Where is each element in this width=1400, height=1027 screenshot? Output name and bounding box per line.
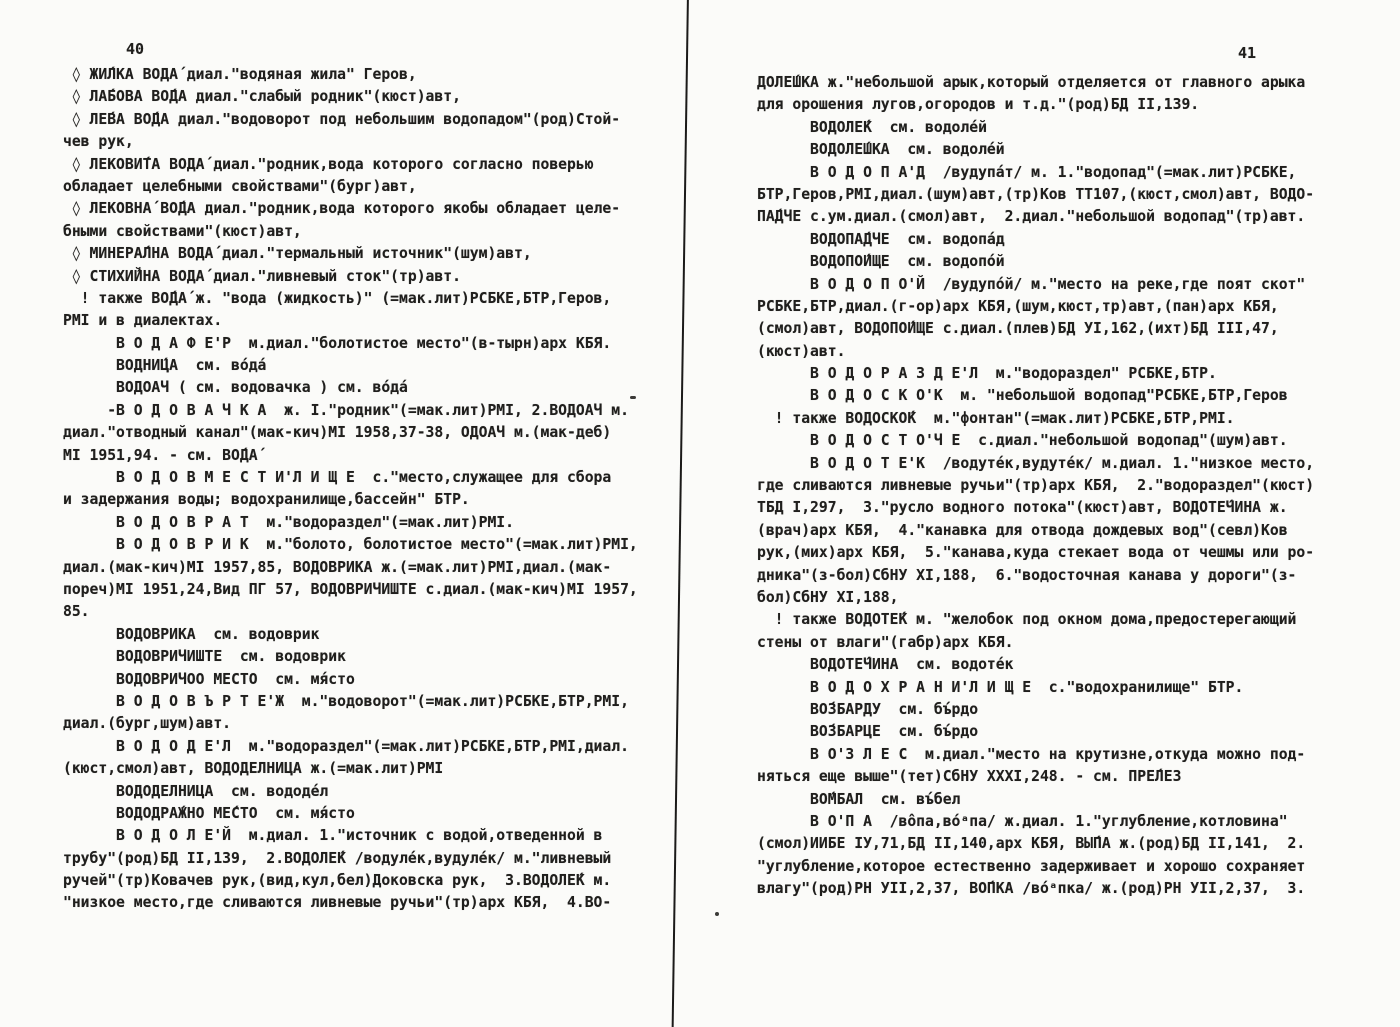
text-line: ПА́ДЧЕ с.ум.диал.(смол)авт, 2.диал."небольшой водопад"(тр)авт. — [757, 208, 1306, 226]
text-line: ! также ВО́ДА́ ж. "вода (жидкость)" (=мак.лит)РСБКЕ,БТР,Геров, — [63, 289, 612, 307]
text-line: (смол)ИИБЕ IУ,71,БД II,140,арх КБЯ, ВЫ́ПА ж.(род)БД II,141, 2. — [757, 835, 1306, 853]
text-line: (кюст,смол)авт, ВОДОДЕЛНИЦА ж.(=мак.лит)РМI — [63, 760, 444, 778]
text-line: диал.(бург,шум)авт. — [63, 715, 232, 733]
text-line: ВОДНИ́ЦА см. во́да́ — [63, 357, 267, 375]
text-line: В О Д О Р А З Д Е'Л м."водораздел" РСБКЕ,БТР. — [757, 365, 1217, 383]
text-line: -В О Д О В А Ч К А ж. I."родник"(=мак.лит)РМI, 2.ВОДОАЧ м. — [63, 401, 629, 419]
text-line: ◊ СТИХИ́ЙНА ВОДА́ диал."ливневый сток"(тр)авт. — [63, 267, 461, 285]
text-line: (кюст)авт. — [757, 342, 846, 360]
text-line: В О Д О Д Е'Л м."водораздел"(=мак.лит)РСБКЕ,БТР,РМI,диал. — [63, 737, 629, 755]
text-line: бными свойствами"(кюст)авт, — [63, 222, 302, 240]
text-line: В О Д О В М Е С Т И'Л И Щ Е с."место,служащее для сбора — [63, 469, 612, 487]
text-line: и задержания воды; водохранилище,бассейн" БТР. — [63, 491, 470, 509]
text-line: В О Д О С Т О'Ч Е с.диал."небольшой водопад"(шум)авт. — [757, 432, 1288, 450]
text-line: РМI и в диалектах. — [63, 312, 223, 330]
text-line: (врач)арх КБЯ, 4."канавка для отвода дождевых вод"(севл)Ков — [757, 521, 1288, 539]
text-line: В О Д О П О'Й /вудупо́й/ м."место на реке,где поят скот" — [757, 275, 1306, 293]
text-line: РСБКЕ,БТР,диал.(г-ор)арх КБЯ,(шум,кюст,тр)авт,(пан)арх КБЯ, — [757, 297, 1279, 315]
ink-speck — [715, 912, 719, 916]
text-line: ВО́МБАЛ см. въ́бел — [757, 790, 961, 808]
text-line: влагу"(род)РН УII,2,37, ВО́ПКА /во́ᵃпка/ ж.(род)РН УII,2,37, 3. — [757, 880, 1306, 898]
text-line: ВОДОТЕ́ЧИНА см. водоте́к — [757, 656, 1014, 674]
text-line: где сливаются ливневые ручьи"(тр)арх КБЯ, 2."водораздел"(кюст) — [757, 477, 1315, 495]
text-line: ручей"(тр)Ковачев рук,(вид,кул,бел)Доковска рук, 3.ВОДОЛЕ́К м. — [63, 872, 612, 890]
page-number-left: 40 — [126, 40, 145, 58]
text-line: В О'П А /во̂па,во́ᵃпа/ ж.диал. 1."углубление,котловина" — [757, 812, 1288, 830]
text-line: стены от влаги"(габр)арх КБЯ. — [757, 633, 1014, 651]
text-line: ◊ ЛЕ́ВА ВО́ДА диал."водоворот под небольшим водопадом"(род)Стой- — [63, 110, 621, 128]
text-line: В О Д А Ф Е'Р м.диал."болотистое место"(в-тырн)арх КБЯ. — [63, 334, 612, 352]
text-line: БТР,Геров,РМI,диал.(шум)авт,(тр)Ков ТТ107,(кюст,смол)авт, ВОДО- — [757, 185, 1315, 203]
page-number-right: 41 — [1238, 44, 1257, 62]
text-line: ◊ ЖИ́ЛКА ВОДА́ диал."водяная жила" Геров, — [63, 66, 417, 83]
text-line: В О Д О Х Р А Н И'Л И Щ Е с."водохранилище" БТР. — [757, 678, 1244, 696]
text-line: ДОЛЕ́ШКА ж."небольшой арык,который отделяется от главного арыка — [757, 74, 1306, 91]
text-line: бол)СбНУ XI,188, — [757, 588, 899, 606]
text-line: "низкое место,где сливаются ливневые ручьи"(тр)арх КБЯ, 4.ВО- — [63, 894, 612, 912]
page-right-text-column — [757, 72, 1314, 900]
text-line: ВОДОЛЕ́ШКА см. водоле́й — [757, 141, 1005, 159]
text-line: ВОДОПО́ИЩЕ см. водопо́й — [757, 253, 1005, 271]
text-line: 85. — [63, 603, 90, 621]
text-line: трубу"(род)БД II,139, 2.ВОДОЛЕ́К /водуле́к,вудуле́к/ м."ливневый — [63, 849, 612, 867]
text-line: ◊ ЛЕКОВНА́ ВО́ДА диал."родник,вода которого якобы обладает целе- — [63, 200, 621, 218]
page-gutter-line — [671, 0, 689, 1027]
text-line: ◊ ЛЕКОВИ́ТА ВОДА́ диал."родник,вода которого согласно поверью — [63, 155, 594, 173]
text-line: ТБД I,297, 3."русло водного потока"(кюст)авт, ВОДОТЕ́ЧИНА ж. — [757, 499, 1288, 517]
text-line: "углубление,которое естественно задерживает и хорошо сохраняет — [757, 857, 1306, 875]
text-line: ! также ВОДОТЕ́К м. "желобок под окном дома,предостерегающий — [757, 611, 1297, 629]
text-line: ВО́ЗБАРДУ см. бъ́рдо — [757, 700, 979, 718]
text-line: ВОДОВРИЧИШТЕ см. водоврик — [63, 648, 346, 666]
text-line: обладает целебными свойствами"(бург)авт, — [63, 177, 417, 195]
text-line: ◊ ЛА́БОВА ВО́ДА диал."слабый родник"(кюст)авт, — [63, 88, 461, 106]
text-line: дника"(з-бол)СбНУ XI,188, 6."водосточная канава у дороги"(з- — [757, 566, 1297, 584]
text-line: В О Д О С К О'К м. "небольшой водопад"РСБКЕ,БТР,Геров — [757, 387, 1288, 405]
text-line: пореч)МI 1951,24,Вид ПГ 57, ВОДОВРИЧИШТЕ с.диал.(мак-кич)МI 1957, — [63, 580, 638, 598]
text-line: (смол)авт, ВОДОПО́ИЩЕ с.диал.(плев)БД УI,162,(ихт)БД III,47, — [757, 320, 1279, 338]
text-line: ВОДОДРА́ЖНО МЕ́СТО см. мя́сто — [63, 804, 355, 822]
text-line: для орошения лугов,огородов и т.д."(род)БД II,139. — [757, 96, 1200, 114]
text-line: В О Д О В Ъ Р Т Е'Ж м."водоворот"(=мак.лит)РСБКЕ,БТР,РМI, — [63, 692, 629, 710]
text-line: диал.(мак-кич)МI 1957,85, ВОДОВРИКА ж.(=мак.лит)РМI,диал.(мак- — [63, 558, 612, 576]
text-line: ! также ВОДОСКО́К м."фонтан"(=мак.лит)РСБКЕ,БТР,РМI. — [757, 409, 1235, 427]
text-line: В О'З Л Е С м.диал."место на крутизне,откуда можно под- — [757, 745, 1306, 763]
text-line: рук,(мих)арх КБЯ, 5."канава,куда стекает вода от чешмы или ро- — [757, 544, 1315, 562]
text-line: ВОДОВРИЧОО МЕСТО см. мя́сто — [63, 670, 355, 688]
text-line: В О Д О Т Е'К /водуте́к,вудуте́к/ м.диал. 1."низкое место, — [757, 454, 1315, 472]
text-line: В О Д О В Р И К м."болото, болотистое место"(=мак.лит)РМI, — [63, 536, 638, 554]
text-line: ВОДОАЧ ( см. водовачка ) см. во́да́ — [63, 379, 408, 397]
text-line: диал."отводный канал"(мак-кич)МI 1958,37-38, ОДОАЧ м.(мак-деб) — [63, 424, 612, 442]
text-line: В О Д О Л Е'Й м.диал. 1."источник с водой,отведенной в — [63, 827, 603, 845]
text-line: ВО́ЗБАРЦЕ см. бъ́рдо — [757, 723, 979, 741]
text-line: няться еще выше"(тет)СбНУ XXXI,248. - см. ПРЕ́ЛЕЗ — [757, 768, 1182, 786]
text-line: В О Д О П А'Д /вудупа́т/ м. 1."водопад"(=мак.лит)РСБКЕ, — [757, 163, 1297, 181]
text-line: ВОДОПА́ДЧЕ см. водопа́д — [757, 230, 1005, 248]
page-left-text-column — [63, 64, 638, 915]
ink-speck — [630, 396, 636, 399]
text-line: ВОДОДЕЛНИЦА см. вододе́л — [63, 782, 329, 800]
text-line: ВОДОВРИКА см. водоврик — [63, 625, 320, 643]
text-line: чев рук, — [63, 133, 134, 151]
text-line: В О Д О В Р А Т м."водораздел"(=мак.лит)РМI. — [63, 513, 514, 531]
text-line: ВОДОЛЕ́К см. водоле́й — [757, 118, 987, 136]
text-line: ◊ МИНЕРА́ЛНА ВОДА́ диал."термальный источник"(шум)авт, — [63, 245, 532, 263]
text-line: МI 1951,94. - см. ВО́ДА́ — [63, 446, 258, 464]
